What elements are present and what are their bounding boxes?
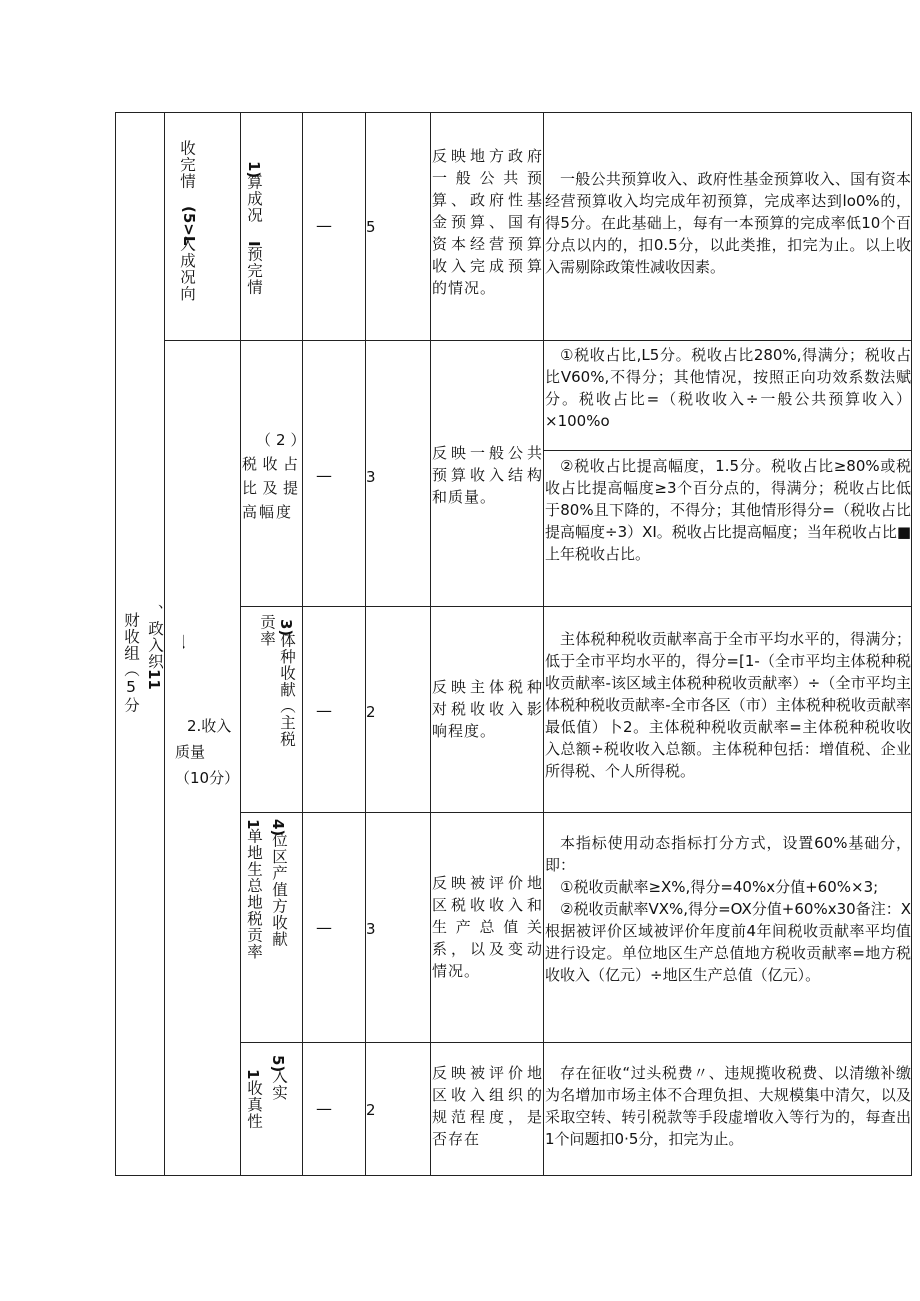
subcat-income-completion-a: 收完情 [178,140,196,190]
col-divider-6 [543,112,544,1176]
score-row1: 5 [366,218,376,236]
subcat-income-completion-b: (5>L [180,206,198,246]
item-gdp-tax-d: 单地生总地税贡率 [245,828,263,960]
col-divider-4 [365,112,366,1176]
subcat-income-quality-text: 2.收入质量（10分） [175,717,240,787]
item-budget-completion-c: I [245,241,263,247]
item-tax-share [242,428,300,524]
mark-row2: — [316,466,332,485]
col-divider-5 [430,112,431,1176]
item-budget-completion-a: 1) [245,161,263,179]
category-text-a: 财收组（5分 [122,612,140,714]
criteria-row4 [545,832,911,986]
desc-row2: 反映一般公共预算收入结构和质量。 [432,444,543,506]
desc-row3: 反映主体税种对税收收入影响程度。 [432,678,543,740]
score-row4: 3 [366,920,376,938]
criteria-row5: 存在征收“过头税费〃、违规揽收税费、以清缴补缴为名增加市场主体不合理负担、大规模集中清欠，以及采取空转、转引税款等手段虚增收入等行为的，每查出1个问题扣0·5分，扣完为止。 [545,1064,911,1148]
item-income-authentic-c: 1 [244,1069,262,1080]
mark-row5: — [316,1099,332,1118]
row-divider-3 [240,812,912,813]
category-text-b: 、政入织 [146,604,164,670]
criteria-row4-line1: 本指标使用动态指标打分方式，设置60%基础分，即： [545,834,911,874]
mark-row4: — [316,918,332,937]
desc-row4: 反映被评价地区税收收入和生产总值关系，以及变动情况。 [432,874,543,980]
desc-row5: 反映被评价地区收入组织的规范程度，是否存在 [432,1064,543,1148]
item-income-authentic-d: 收真性 [245,1080,263,1130]
item-gdp-tax-c: 1 [244,819,262,830]
row-divider-4 [240,1042,912,1043]
score-row3: 2 [366,703,376,721]
criteria-row4-line2: ①税收贡献率≥X%,得分=40%x分值+60%×3; [560,878,879,896]
item-budget-completion-b: 算成况 [245,174,263,224]
col-divider-3 [302,112,303,1176]
mark-row3: — [316,701,332,720]
criteria-row3: 主体税种税收贡献率高于全市平均水平的，得满分；低于全市平均水平的，得分=[1-（全市平均主体税种税收贡献率-该区域主体税种税收贡献率）÷（全市平均主体税种税收贡献率-全市各区（市）主体税种税收贡献率最低值）卜2。主体税种税收贡献率=主体税种税收收入总额÷税收收入总额。主体税种包括：增值税、企业所得税、个人所得税。 [545,630,911,780]
criteria-row2-a: ①税收占比,L5分。税收占比280%,得满分；税收占比V60%,不得分；其他情况，按照正向功效系数法赋分。税收占比=（税收收入÷一般公共预算收入）×100%o [545,346,911,430]
item-gdp-tax-b: 位区产值方收献 [270,832,288,948]
item-income-authentic-b: 入实 [270,1068,288,1101]
row-divider-1 [164,340,912,341]
category-text-c: 11 [145,669,163,690]
criteria-row4-line3: ②税收贡献率VX%,得分=OX分值+60%x30备注：X根据被评价区域被评价年度前4年间税收贡献率平均值进行设定。单位地区生产总值地方税收贡献率=地方税收收入（亿元）÷地区生产总值（亿元）。 [545,900,911,984]
item-main-tax-b: 3) [277,619,295,637]
criteria-row2-b: ②税收占比提高幅度，1.5分。税收占比≥80%或税收占比提高幅度≥3个百分点的，得满分；税收占比低于80%且下降的，不得分；其他情形得分=（税收占比提高幅度÷3）XI。税收占比提高幅度；当年税收占比■上年税收占比。 [545,457,911,563]
score-row5: 2 [366,1101,376,1119]
col-divider-2 [240,112,241,1176]
mark-row1: — [316,216,332,235]
subcat-income-completion-c: 入成况向 [178,236,196,302]
subcat-income-quality [175,713,239,791]
item-tax-share-text: （2）税收占比及提高幅度 [242,431,300,521]
item-income-authentic-a: 5) [269,1055,287,1073]
criteria-split [543,450,912,451]
item-budget-completion-d: 预完情 [245,246,263,296]
item-main-tax-a: 贡率 [258,614,276,647]
row-divider-2a [240,606,912,607]
criteria-row1: 一般公共预算收入、政府性基金预算收入、国有资本经营预算收入均完成年初预算，完成率达到lo0%的，得5分。在此基础上，每有一本预算的完成率低10个百分点以内的，扣0.5分，以此类推，扣完为止。以上收入需剔除政策性减收因素。 [545,170,911,276]
score-row2: 3 [366,468,376,486]
desc-row1: 反映地方政府一般公共预算、政府性基金预算、国有资本经营预算收入完成预算的情况。 [432,147,543,297]
item-main-tax-c: 体种收献（主税 [278,632,296,748]
item-gdp-tax-a: 4) [269,819,287,837]
category-dash: 一 [173,634,191,650]
